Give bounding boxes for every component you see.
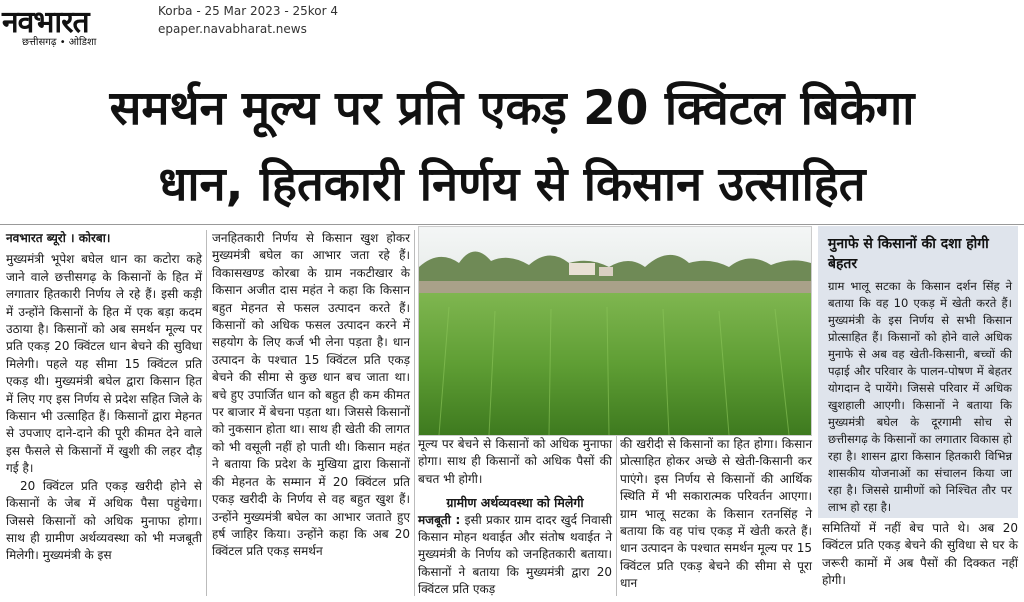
headline-divider [0,224,1024,225]
article-column-1 [6,230,202,565]
headline-line-2: धान, हितकारी निर्णय से किसान उत्साहित [158,157,866,212]
edition-info: Korba - 25 Mar 2023 - 25kor 4 [158,4,339,18]
article-column-2 [212,230,410,561]
column-1-paragraph-2: 20 क्विंटल प्रति एकड़ खरीदी होने से किसानों के जेब में अधिक पैसा पहुंचेगा। जिससे किसानों को अधिक मुनाफा होगा। साथ ही ग्रामीण अर्थव्यवस्था को भी मजबूती मिलेगी। मुख्यमंत्री के इस [6,478,202,563]
article-column-5 [822,520,1018,590]
newspaper-logo: नवभारत [2,5,89,40]
byline: नवभारत ब्यूरो । कोरबा। [6,231,111,245]
subheading-lead: मजबूती : [418,512,461,527]
article-column-4 [620,436,812,593]
column-divider [414,230,415,596]
headline-line-1: समर्थन मूल्य पर प्रति एकड़ 20 क्विंटल बिकेगा [109,81,915,136]
column-1-paragraph-1: मुख्यमंत्री भूपेश बघेल धान का कटोरा कहे जाने वाले छत्तीसगढ़ के किसानों के हित में लगातार हितकारी निर्णय ले रहे हैं। इसी कड़ी में उन्होंने किसानों के हित में एक बड़ा कदम उठाया है। किसानों को अब समर्थन मूल्य पर प्रति एकड़ 20 क्विंटल धान बेचने की सुविधा मिलेगी। पहले यह सीमा 15 क्विंटल प्रति एकड़ थी। मुख्यमंत्री बघेल द्वारा किसान हित में लिए गए इस निर्णय से प्रदेश सहित जिले के किसान भी उत्साहित हैं। किसानों द्वारा मेहनत से उपजाए दाने-दाने की पूरी कीमत देने वाले इस फैसले से किसानों में खुशी की लहर दौड़ गई है। [6,252,202,476]
column-divider [206,230,207,596]
column-divider [616,436,617,596]
column-3-paragraph-1: मूल्य पर बेचने से किसानों को अधिक मुनाफा होगा। साथ ही किसानों को अधिक पैसों की बचत भी होगी। [418,437,612,486]
sidebar-title: मुनाफे से किसानों की दशा होगी बेहतर [828,236,989,272]
paddy-field-photo [418,226,812,436]
sidebar-box [818,226,1018,518]
column-4-paragraph-1: की खरीदी से किसानों का हित होगा। किसान प्रोत्साहित होकर अच्छे से खेती-किसानी कर पाएंगे। इस निर्णय से किसानों की आर्थिक स्थिति में भी सकारात्मक परिवर्तन आएगा। ग्राम भालू सटका के किसान रतनसिंह ने बताया कि वह पांच एकड़ में खेती करते हैं। धान उत्पादन के पश्चात समर्थन मूल्य पर 15 क्विंटल प्रति एकड़ बेचने की सीमा से पूरा धान [620,437,812,591]
article-column-3 [418,436,612,599]
column-2-paragraph-1: जनहितकारी निर्णय से किसान खुश होकर मुख्यमंत्री बघेल का आभार जता रहे हैं। विकासखण्ड कोरबा के ग्राम नकटीखार के किसान अजीत दास महंत ने कहा कि किसान बहुत मेहनत से फसल उत्पादन करते हैं। किसानों को अधिक फसल उत्पादन करने में सहयोग के लिए कर्ज भी लेना पड़ता है। धान उत्पादन के पश्चात 15 क्विंटल प्रति एकड़ बेचने की सीमा से कुछ धान बच जाता था। बचे हुए उपार्जित धान को बहुत ही कम कीमत पर बाजार में बेचना पड़ता था। जिससे किसानों को नुकसान होता था। साथ ही खेती की लागत को भी वसूली नहीं हो पाती थी। किसान महंत ने बताया कि प्रदेश के मुखिया द्वारा किसानों की मेहनत के सम्मान में 20 क्विंटल प्रति एकड़ खरीदी के निर्णय से वह बहुत खुश हैं। उन्होंने मुख्यमंत्री बघेल का आभार जताते हुए हर्ष जाहिर किया। उन्होंने कहा कि अब 20 क्विंटल प्रति एकड़ समर्थन [212,231,410,559]
paddy-field-icon [419,227,811,435]
column-5-paragraph-1: समितियों में नहीं बेच पाते थे। अब 20 क्विंटल प्रति एकड़ बेचने की सुविधा से घर के जरूरी कामों में अब पैसों की दिक्कत नहीं होगी। [822,521,1018,588]
masthead [0,0,1024,46]
section-subheading: ग्रामीण अर्थव्यवस्था को मिलेगी [446,495,584,511]
logo-subtitle: छत्तीसगढ़ • ओडिशा [22,37,97,48]
column-3-paragraph-2 [418,512,612,599]
sidebar-body: ग्राम भालू सटका के किसान दर्शन सिंह ने बताया कि वह 10 एकड़ में खेती करते हैं। मुख्यमंत्री के इस निर्णय से सभी किसान प्रोत्साहित हैं। किसानों को होने वाले अधिक मुनाफे से अब वह खेती-किसानी, बच्चों की पढ़ाई और परिवार के पालन-पोषण में बेहतर योगदान दे पायेंगे। जिससे परिवार में अधिक खुशहाली आएगी। किसानों ने बताया कि मुख्यमंत्री बघेल के दूरगामी सोच से छत्तीसगढ़ के किसानों का लगातार विकास हो रहा है। शासन द्वारा किसान हितकारी विभिन्न शासकीय योजनाओं का संचालन किया जा रहा है। जिससे ग्रामीणों को निश्चित तौर पर लाभ हो रहा है। [828,279,1012,514]
column-3-paragraph-2-text: इसी प्रकार ग्राम दादर खुर्द निवासी किसान मोहन थवाईत और संतोष थवाईत ने मुख्यमंत्री के निर्णय को जनहितकारी बताया। किसानों ने बताया कि मुख्यमंत्री द्वारा 20 क्विंटल प्रति एकड़ [418,512,613,597]
epaper-url: epaper.navabharat.news [158,22,307,36]
